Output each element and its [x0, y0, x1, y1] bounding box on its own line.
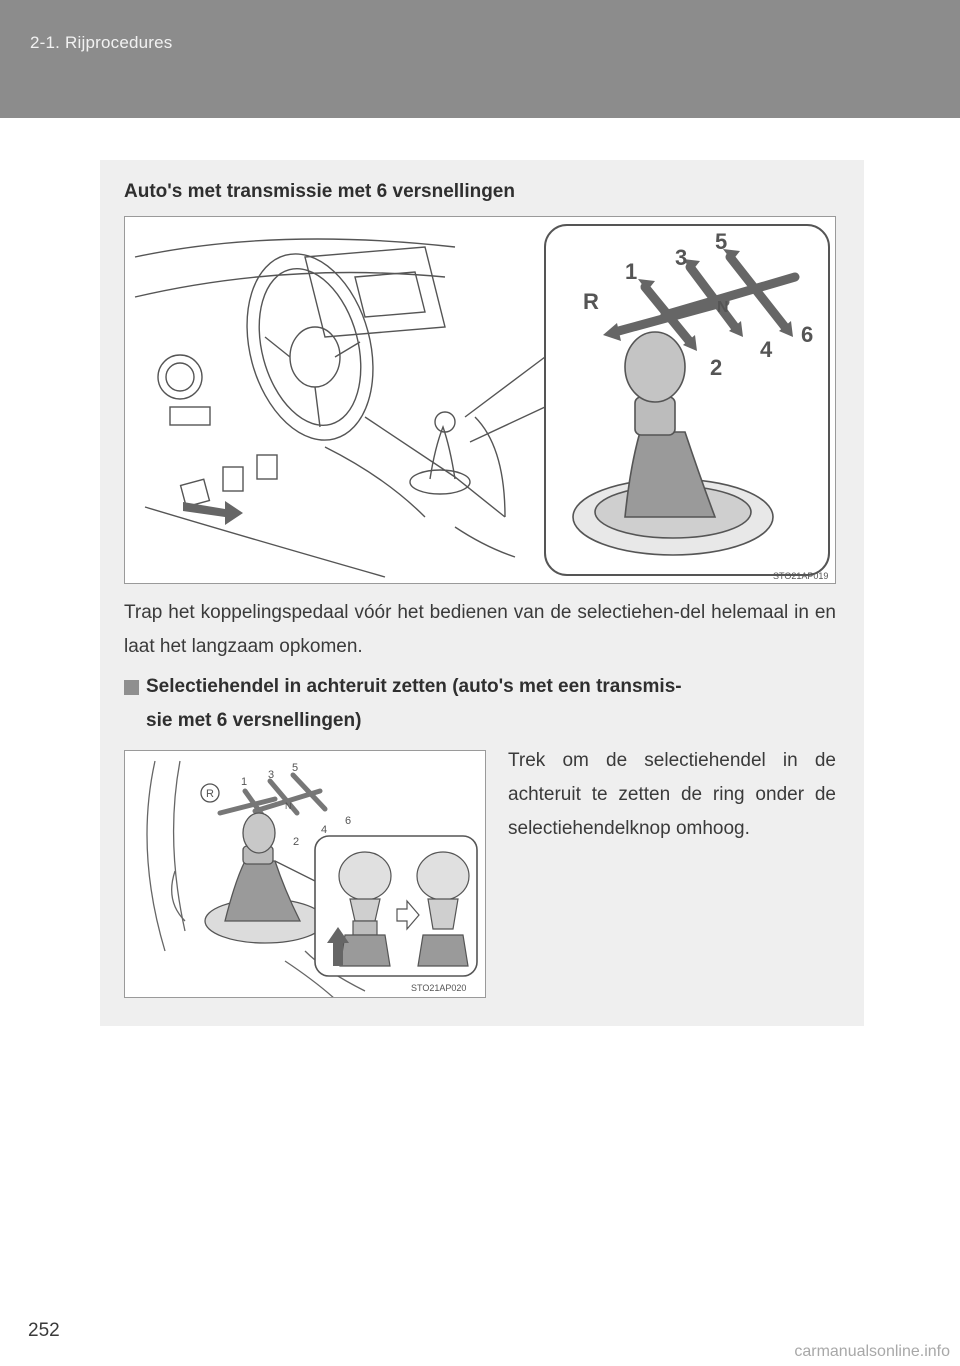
gear-label-3-small: 3 — [268, 769, 275, 781]
figure-code-2: STO21AP020 — [411, 983, 467, 993]
clutch-instruction: Trap het koppelingspedaal vóór het bedienen van de selectiehen-del helemaal in en laat het langzaam opkomen. — [124, 602, 836, 657]
chapter-title: 2-1. Rijprocedures — [30, 33, 173, 52]
gear-label-3: 3 — [675, 245, 688, 270]
gear-label-2: 2 — [710, 355, 723, 380]
bullet-square-icon — [124, 680, 139, 695]
subsection-title — [146, 670, 836, 738]
gear-label-5: 5 — [715, 229, 728, 254]
reverse-instruction: Trek om de selectiehendel in de achteruit te zetten de ring onder de selectiehendelknop omhoog. — [508, 750, 836, 839]
gear-label-1: 1 — [625, 259, 638, 284]
page-number: 252 — [28, 1320, 60, 1341]
gear-label-N: N — [717, 299, 729, 316]
gear-label-6: 6 — [801, 322, 814, 347]
reverse-shift-drawing — [125, 751, 486, 998]
subsection-title-line1: Selectiehendel in achteruit zetten (auto's met een transmis- — [146, 676, 682, 697]
section-title: Auto's met transmissie met 6 versnellingen — [124, 181, 515, 202]
gear-label-6-small: 6 — [345, 815, 352, 827]
figure-code: STO21AP019 — [773, 571, 829, 581]
gear-label-R: R — [583, 289, 599, 314]
gearshift-illustration — [124, 216, 836, 584]
dashboard-drawing — [125, 217, 836, 584]
gear-label-R-small: R — [206, 788, 214, 800]
reverse-shift-illustration — [124, 750, 486, 998]
gear-label-1-small: 1 — [241, 776, 248, 788]
subsection-title-line2: sie met 6 versnellingen) — [146, 710, 362, 731]
gear-label-4: 4 — [760, 337, 773, 362]
gear-label-5-small: 5 — [292, 762, 299, 774]
gear-label-2-small: 2 — [293, 836, 300, 848]
page-header — [0, 0, 960, 118]
watermark: carmanualsonline.info — [794, 1343, 950, 1360]
gear-label-N-small: N — [285, 801, 292, 811]
gear-label-4-small: 4 — [321, 824, 328, 836]
